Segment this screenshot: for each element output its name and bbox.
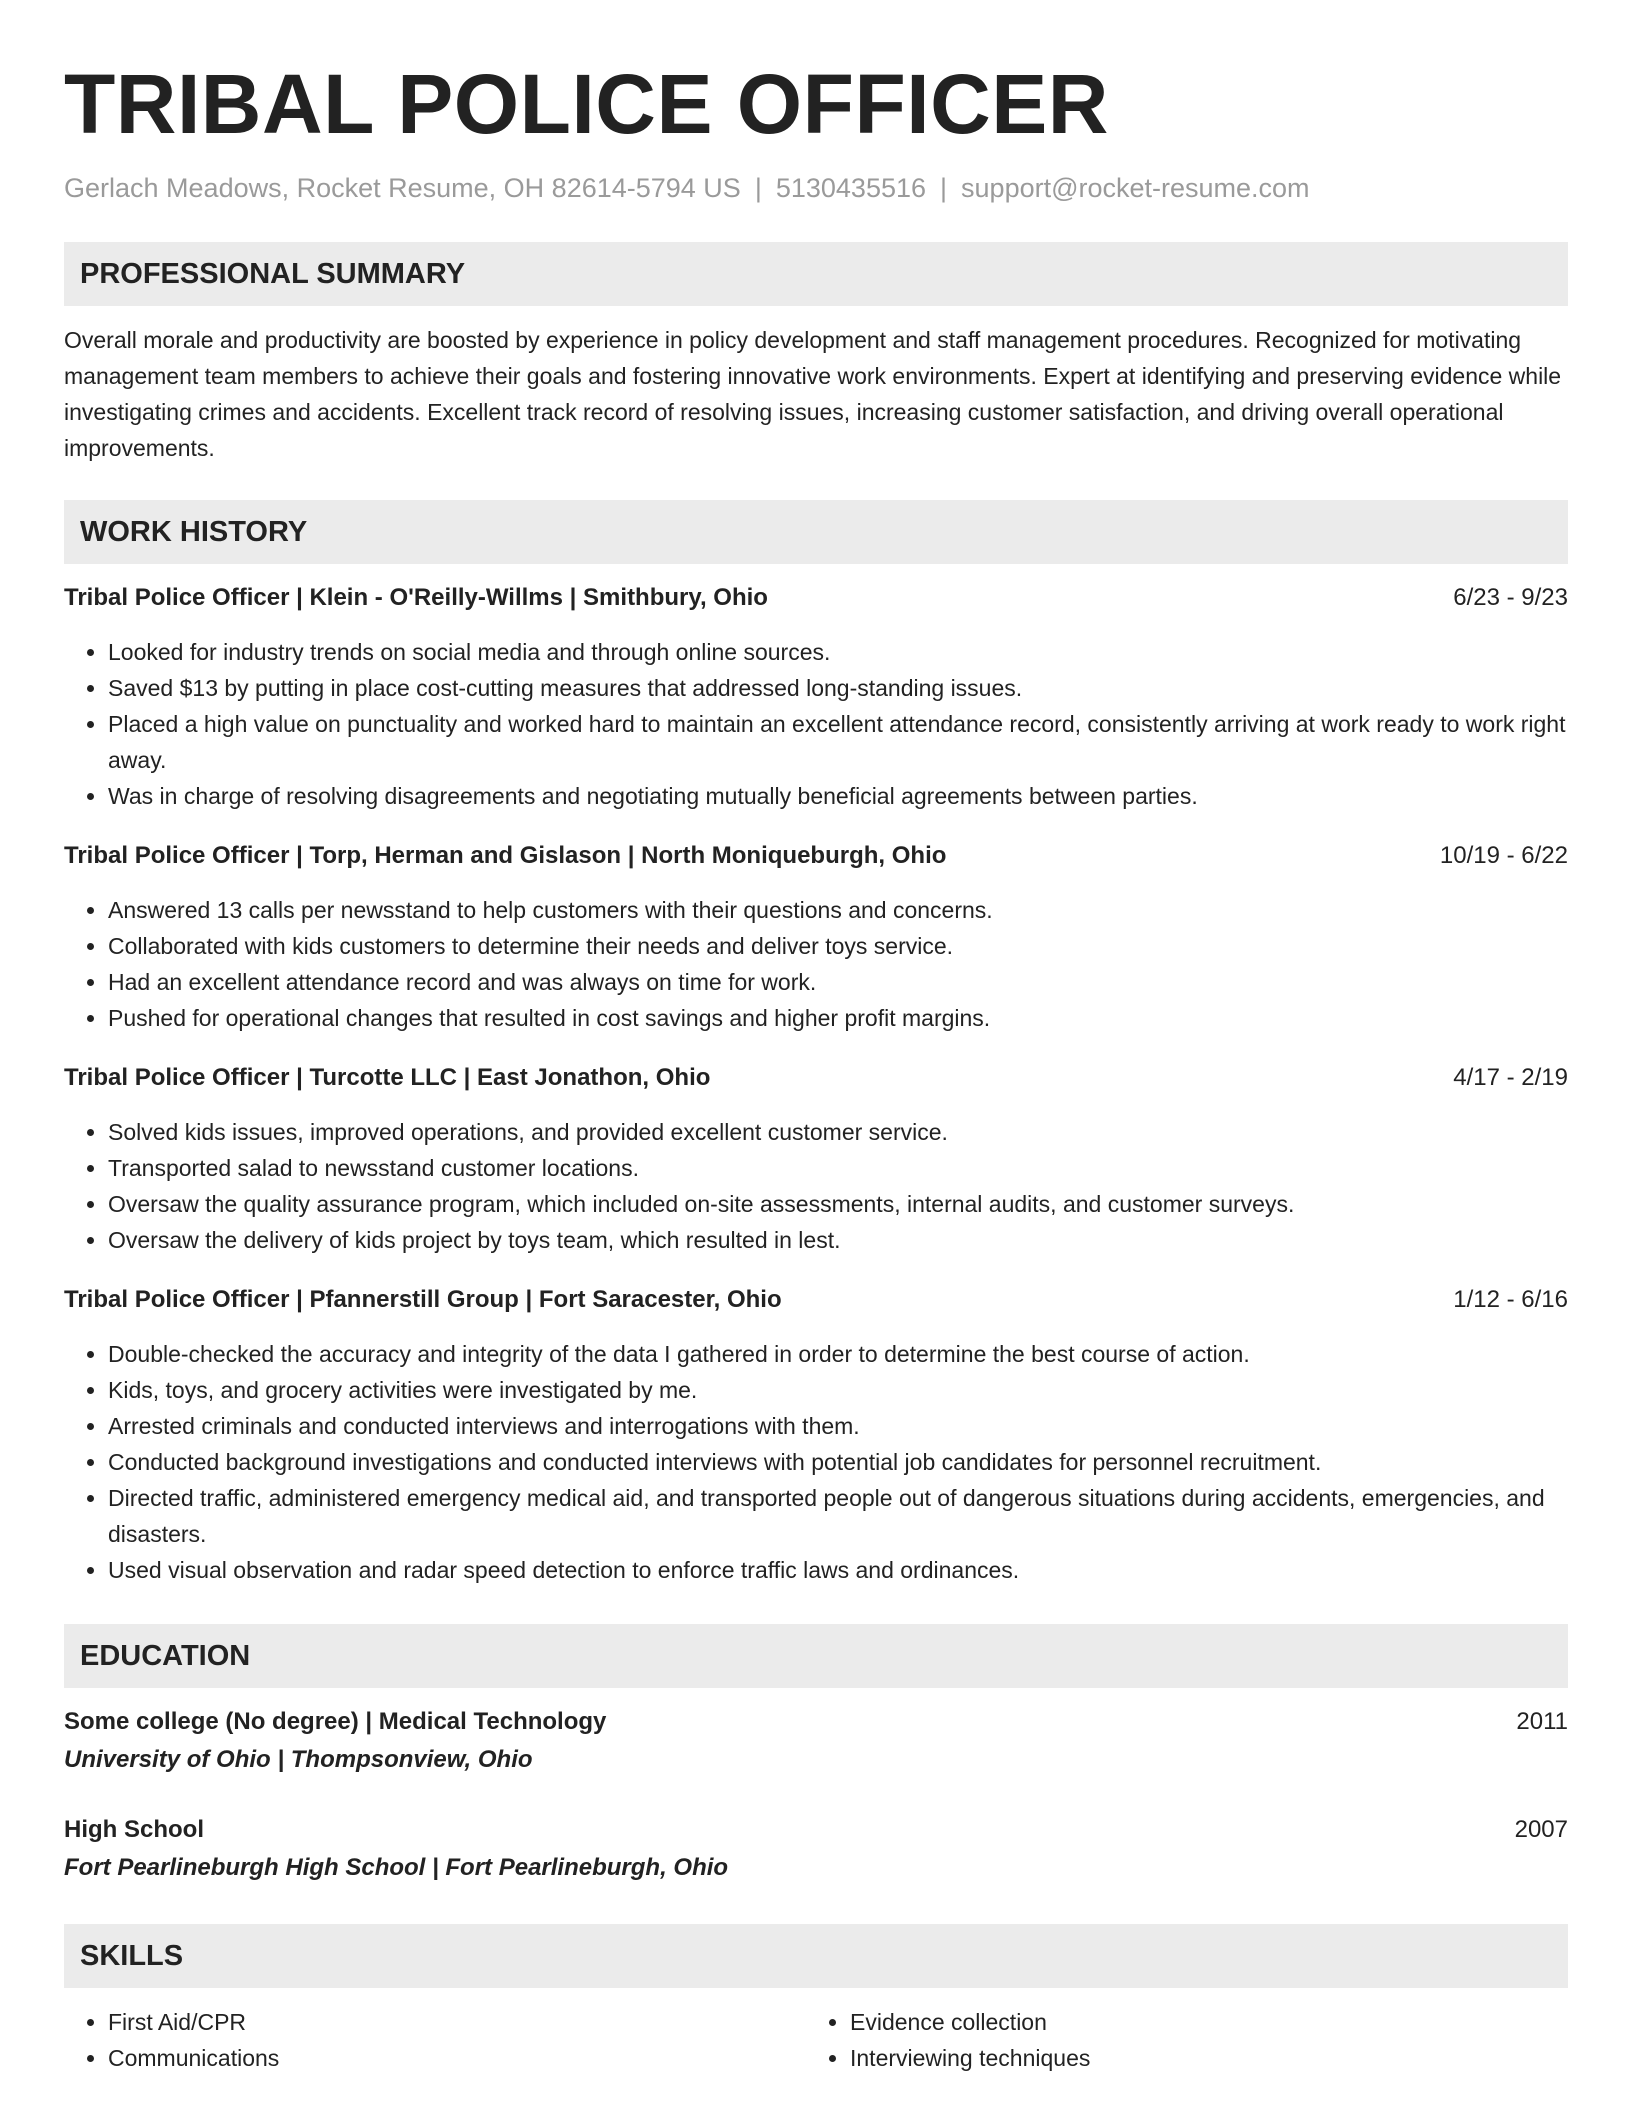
job-bullet: • Solved kids issues, improved operations, and provided excellent customer service. xyxy=(108,1114,1568,1150)
job-bullet: • Placed a high value on punctuality and worked hard to maintain an excellent attendance record, consistently arriving at work ready to work right away. xyxy=(108,706,1568,778)
job-bullet: • Oversaw the delivery of kids project by toys team, which resulted in lest. xyxy=(108,1222,1568,1258)
job-dates: 4/17 - 2/19 xyxy=(1453,1064,1568,1091)
contact-phone: 5130435516 xyxy=(775,173,927,203)
job-bullet: • Conducted background investigations and conducted interviews with potential job candidates for personnel recruitment. xyxy=(108,1444,1568,1480)
resume-page xyxy=(64,0,1568,2076)
job-bullets xyxy=(64,634,1568,814)
job-header xyxy=(64,1060,1568,1096)
job-bullets xyxy=(64,1114,1568,1258)
job-dates: 10/19 - 6/22 xyxy=(1439,842,1568,869)
job-title: Tribal Police Officer | Pfannerstill Group | Fort Saracester, Ohio xyxy=(64,1286,782,1313)
education-school: University of Ohio | Thompsonview, Ohio xyxy=(64,1746,533,1773)
job-bullet: • Saved $13 by putting in place cost-cutting measures that addressed long-standing issues. xyxy=(108,670,1568,706)
job-bullet: • Kids, toys, and grocery activities were investigated by me. xyxy=(108,1372,1568,1408)
skills-column-left xyxy=(64,2004,806,2076)
job-bullet: • Arrested criminals and conducted interviews and interrogations with them. xyxy=(108,1408,1568,1444)
job-title: Tribal Police Officer | Turcotte LLC | East Jonathon, Ohio xyxy=(64,1064,711,1091)
skill-item: • Communications xyxy=(108,2040,806,2076)
contact-email: support@rocket-resume.com xyxy=(961,173,1310,203)
skills-column-right xyxy=(806,2004,1548,2076)
education-entry xyxy=(64,1812,1568,1886)
education-year: 2007 xyxy=(1514,1816,1568,1843)
job-bullet: • Had an excellent attendance record and was always on time for work. xyxy=(108,964,1568,1000)
skills-list xyxy=(64,2004,1568,2076)
job-bullet: • Was in charge of resolving disagreements and negotiating mutually beneficial agreements between parties. xyxy=(108,778,1568,814)
skill-item: • First Aid/CPR xyxy=(108,2004,806,2040)
education-degree: High School xyxy=(64,1816,204,1843)
job-bullet: • Answered 13 calls per newsstand to help customers with their questions and concerns. xyxy=(108,892,1568,928)
job-title: Tribal Police Officer | Torp, Herman and Gislason | North Moniqueburgh, Ohio xyxy=(64,842,947,869)
section-heading-skills: SKILLS xyxy=(64,1924,1568,1988)
section-heading-education: EDUCATION xyxy=(64,1624,1568,1688)
job-bullet: • Pushed for operational changes that resulted in cost savings and higher profit margins. xyxy=(108,1000,1568,1036)
job-header xyxy=(64,1282,1568,1318)
education-school: Fort Pearlineburgh High School | Fort Pearlineburgh, Ohio xyxy=(64,1854,729,1881)
education-year: 2011 xyxy=(1516,1708,1568,1735)
contact-line xyxy=(64,170,1568,206)
job-entry xyxy=(64,1060,1568,1258)
skill-item: • Interviewing techniques xyxy=(850,2040,1548,2076)
job-dates: 6/23 - 9/23 xyxy=(1453,584,1568,611)
section-heading-work-history: WORK HISTORY xyxy=(64,500,1568,564)
education-header xyxy=(64,1812,1568,1848)
resume-title: TRIBAL POLICE OFFICER xyxy=(64,57,1109,151)
job-bullet: • Collaborated with kids customers to determine their needs and deliver toys service. xyxy=(108,928,1568,964)
education-entry xyxy=(64,1704,1568,1778)
job-entry xyxy=(64,1282,1568,1588)
contact-separator: | xyxy=(940,173,948,203)
job-bullet: • Directed traffic, administered emergency medical aid, and transported people out of dangerous situations during accidents, emergencies, and disasters. xyxy=(108,1480,1568,1552)
contact-address: Gerlach Meadows, Rocket Resume, OH 82614-5794 US xyxy=(64,173,741,203)
job-header xyxy=(64,838,1568,874)
job-dates: 1/12 - 6/16 xyxy=(1453,1286,1568,1313)
job-bullet: • Used visual observation and radar speed detection to enforce traffic laws and ordinances. xyxy=(108,1552,1568,1588)
job-header xyxy=(64,580,1568,616)
contact-separator: | xyxy=(754,173,762,203)
job-bullets xyxy=(64,892,1568,1036)
job-bullet: • Oversaw the quality assurance program, which included on-site assessments, internal audits, and customer surveys. xyxy=(108,1186,1568,1222)
job-bullet: • Double-checked the accuracy and integrity of the data I gathered in order to determine the best course of action. xyxy=(108,1336,1568,1372)
summary-paragraph: Overall morale and productivity are boosted by experience in policy development and staff management procedures. Recognized for motivating management team members to achieve their goals and fostering innovative work environments. Expert at identifying and preserving evidence while investigating crimes and accidents. Excellent track record of resolving issues, increasing customer satisfaction, and driving overall operational improvements. xyxy=(64,327,1562,461)
skill-item: • Evidence collection xyxy=(850,2004,1548,2040)
job-bullets xyxy=(64,1336,1568,1588)
job-entry xyxy=(64,838,1568,1036)
section-heading-summary: PROFESSIONAL SUMMARY xyxy=(64,242,1568,306)
job-bullet: • Transported salad to newsstand customer locations. xyxy=(108,1150,1568,1186)
education-header xyxy=(64,1704,1568,1740)
job-entry xyxy=(64,580,1568,814)
education-degree: Some college (No degree) | Medical Technology xyxy=(64,1708,607,1735)
job-title: Tribal Police Officer | Klein - O'Reilly-Willms | Smithbury, Ohio xyxy=(64,584,768,611)
job-bullet: • Looked for industry trends on social media and through online sources. xyxy=(108,634,1568,670)
